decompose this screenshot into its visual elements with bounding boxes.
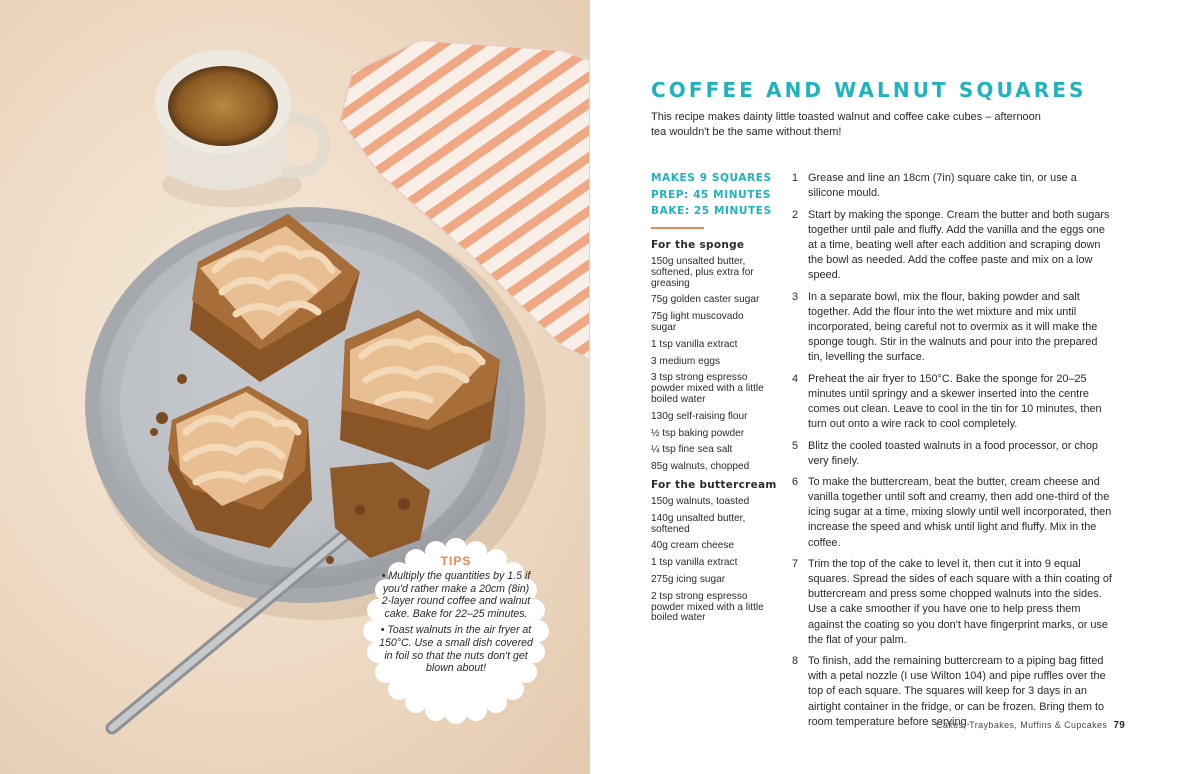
- step-text: In a separate bowl, mix the flour, baking powder and salt together. Add the flour into the wet mixture and mix until incorporated, being careful not to overmix as it will make the sponge tough. Stir in the walnuts and pour into the prepared tin, levelling the surface.: [808, 290, 1098, 364]
- step-text: Start by making the sponge. Cream the butter and both sugars together until pale and fluffy. Add the vanilla and the eggs one at a time, beating well after each addition and scraping down the bowl as needed. Add the coffee paste and mix on a low speed.: [808, 208, 1110, 282]
- method-steps: [792, 171, 1112, 736]
- method-step: [792, 654, 1112, 729]
- tip-item: • Toast walnuts in the air fryer at 150°C. Use a small dish covered in foil so that the nuts don't get blown about!: [379, 624, 533, 675]
- ingredient-item: 3 tsp strong espresso powder mixed with a little boiled water: [651, 372, 764, 405]
- recipe-intro: This recipe makes dainty little toasted walnut and coffee cake cubes – afternoon tea wouldn't be the same without them!: [651, 111, 1041, 138]
- step-number: 4: [792, 372, 799, 385]
- tips-title: TIPS: [440, 554, 472, 568]
- tip-item: • Multiply the quantities by 1.5 if you'd rather make a 20cm (8in) 2-layer round coffee and walnut cake. Bake for 22–25 minutes.: [381, 570, 531, 620]
- ingredient-item: 3 medium eggs: [651, 355, 721, 367]
- ingredient-item: 85g walnuts, chopped: [651, 461, 750, 473]
- tips-badge: [363, 538, 549, 724]
- ingredient-item: 1 tsp vanilla extract: [651, 338, 738, 350]
- step-number: 7: [792, 558, 799, 571]
- ingredient-item: 140g unsalted butter, softened: [651, 512, 746, 535]
- ingredient-item: 75g golden caster sugar: [651, 294, 760, 306]
- ingredient-item: 150g walnuts, toasted: [651, 495, 750, 507]
- method-step: [792, 439, 1112, 469]
- ingredients-list: [651, 236, 777, 630]
- method-step: [792, 171, 1112, 201]
- makes-label: MAKES 9 SQUARES: [651, 172, 772, 184]
- page-number: 79: [1113, 720, 1126, 731]
- step-number: 6: [792, 476, 799, 489]
- ingredient-item: 150g unsalted butter, softened, plus extra for greasing: [651, 256, 754, 289]
- ingredient-item: 2 tsp strong espresso powder mixed with a little boiled water: [651, 590, 764, 624]
- step-number: 3: [792, 290, 799, 303]
- step-text: To finish, add the remaining buttercream to a piping bag fitted with a petal nozzle (I use Wilton 104) and pipe ruffles over the top of each square. The squares will keep for 3 days in an airtight container in the fridge, or can be frozen. Bring them to room temperature before serving.: [808, 655, 1106, 728]
- step-text: Trim the top of the cake to level it, then cut it into 9 equal squares. Spread the sides of each square with a thin coating of buttercream and press some chopped walnuts into the sides. Use a cake smoother if you have one to help press them against the coating so you don't have fingerprint marks, or use the flat of your palm.: [808, 558, 1112, 646]
- step-text: Grease and line an 18cm (7in) square cake tin, or use a silicone mould.: [808, 172, 1077, 200]
- page-footer: [936, 720, 1125, 731]
- divider-rule: [651, 227, 704, 229]
- step-number: 5: [792, 439, 799, 452]
- step-number: 8: [792, 655, 799, 668]
- step-text: Preheat the air fryer to 150°C. Bake the sponge for 20–25 minutes until springy and a skewer inserted into the centre comes out clean. Leave to cool in the tin for 10 minutes, then turn out onto a wire rack to cool completely.: [808, 372, 1102, 430]
- section-name: Cakes, Traybakes, Muffins & Cupcakes: [936, 720, 1108, 730]
- ingredient-item: 1 tsp vanilla extract: [651, 557, 738, 569]
- step-number: 2: [792, 208, 799, 221]
- ingredient-item: 75g light muscovado sugar: [651, 311, 744, 333]
- method-step: [792, 208, 1112, 283]
- step-text: To make the buttercream, beat the butter, cream cheese and vanilla together until soft and creamy, then add one-third of the icing sugar at a time, mixing slowly until well incorporated, then increase the speed and whisk until light and fluffy. Mix in the coffee.: [808, 476, 1112, 549]
- method-step: [792, 290, 1112, 365]
- coffee-cup: [155, 50, 325, 207]
- sponge-heading: For the sponge: [651, 239, 745, 251]
- method-step: [792, 557, 1112, 648]
- ingredient-item: 130g self-raising flour: [651, 410, 748, 422]
- step-text: Blitz the cooled toasted walnuts in a food processor, or chop very finely.: [808, 439, 1098, 467]
- recipe-title: COFFEE AND WALNUT SQUARES: [651, 78, 1087, 102]
- ingredient-item: 275g icing sugar: [651, 573, 726, 585]
- bake-time: BAKE: 25 MINUTES: [651, 205, 772, 217]
- method-step: [792, 475, 1112, 550]
- method-step: [792, 372, 1112, 432]
- ingredient-item: 40g cream cheese: [651, 540, 735, 552]
- ingredient-item: ½ tsp baking powder: [651, 427, 745, 439]
- step-number: 1: [792, 172, 799, 184]
- buttercream-heading: For the buttercream: [651, 478, 777, 491]
- prep-time: PREP: 45 MINUTES: [651, 188, 771, 201]
- recipe-yield-times: [651, 170, 781, 220]
- ingredient-item: ¼ tsp fine sea salt: [651, 444, 733, 456]
